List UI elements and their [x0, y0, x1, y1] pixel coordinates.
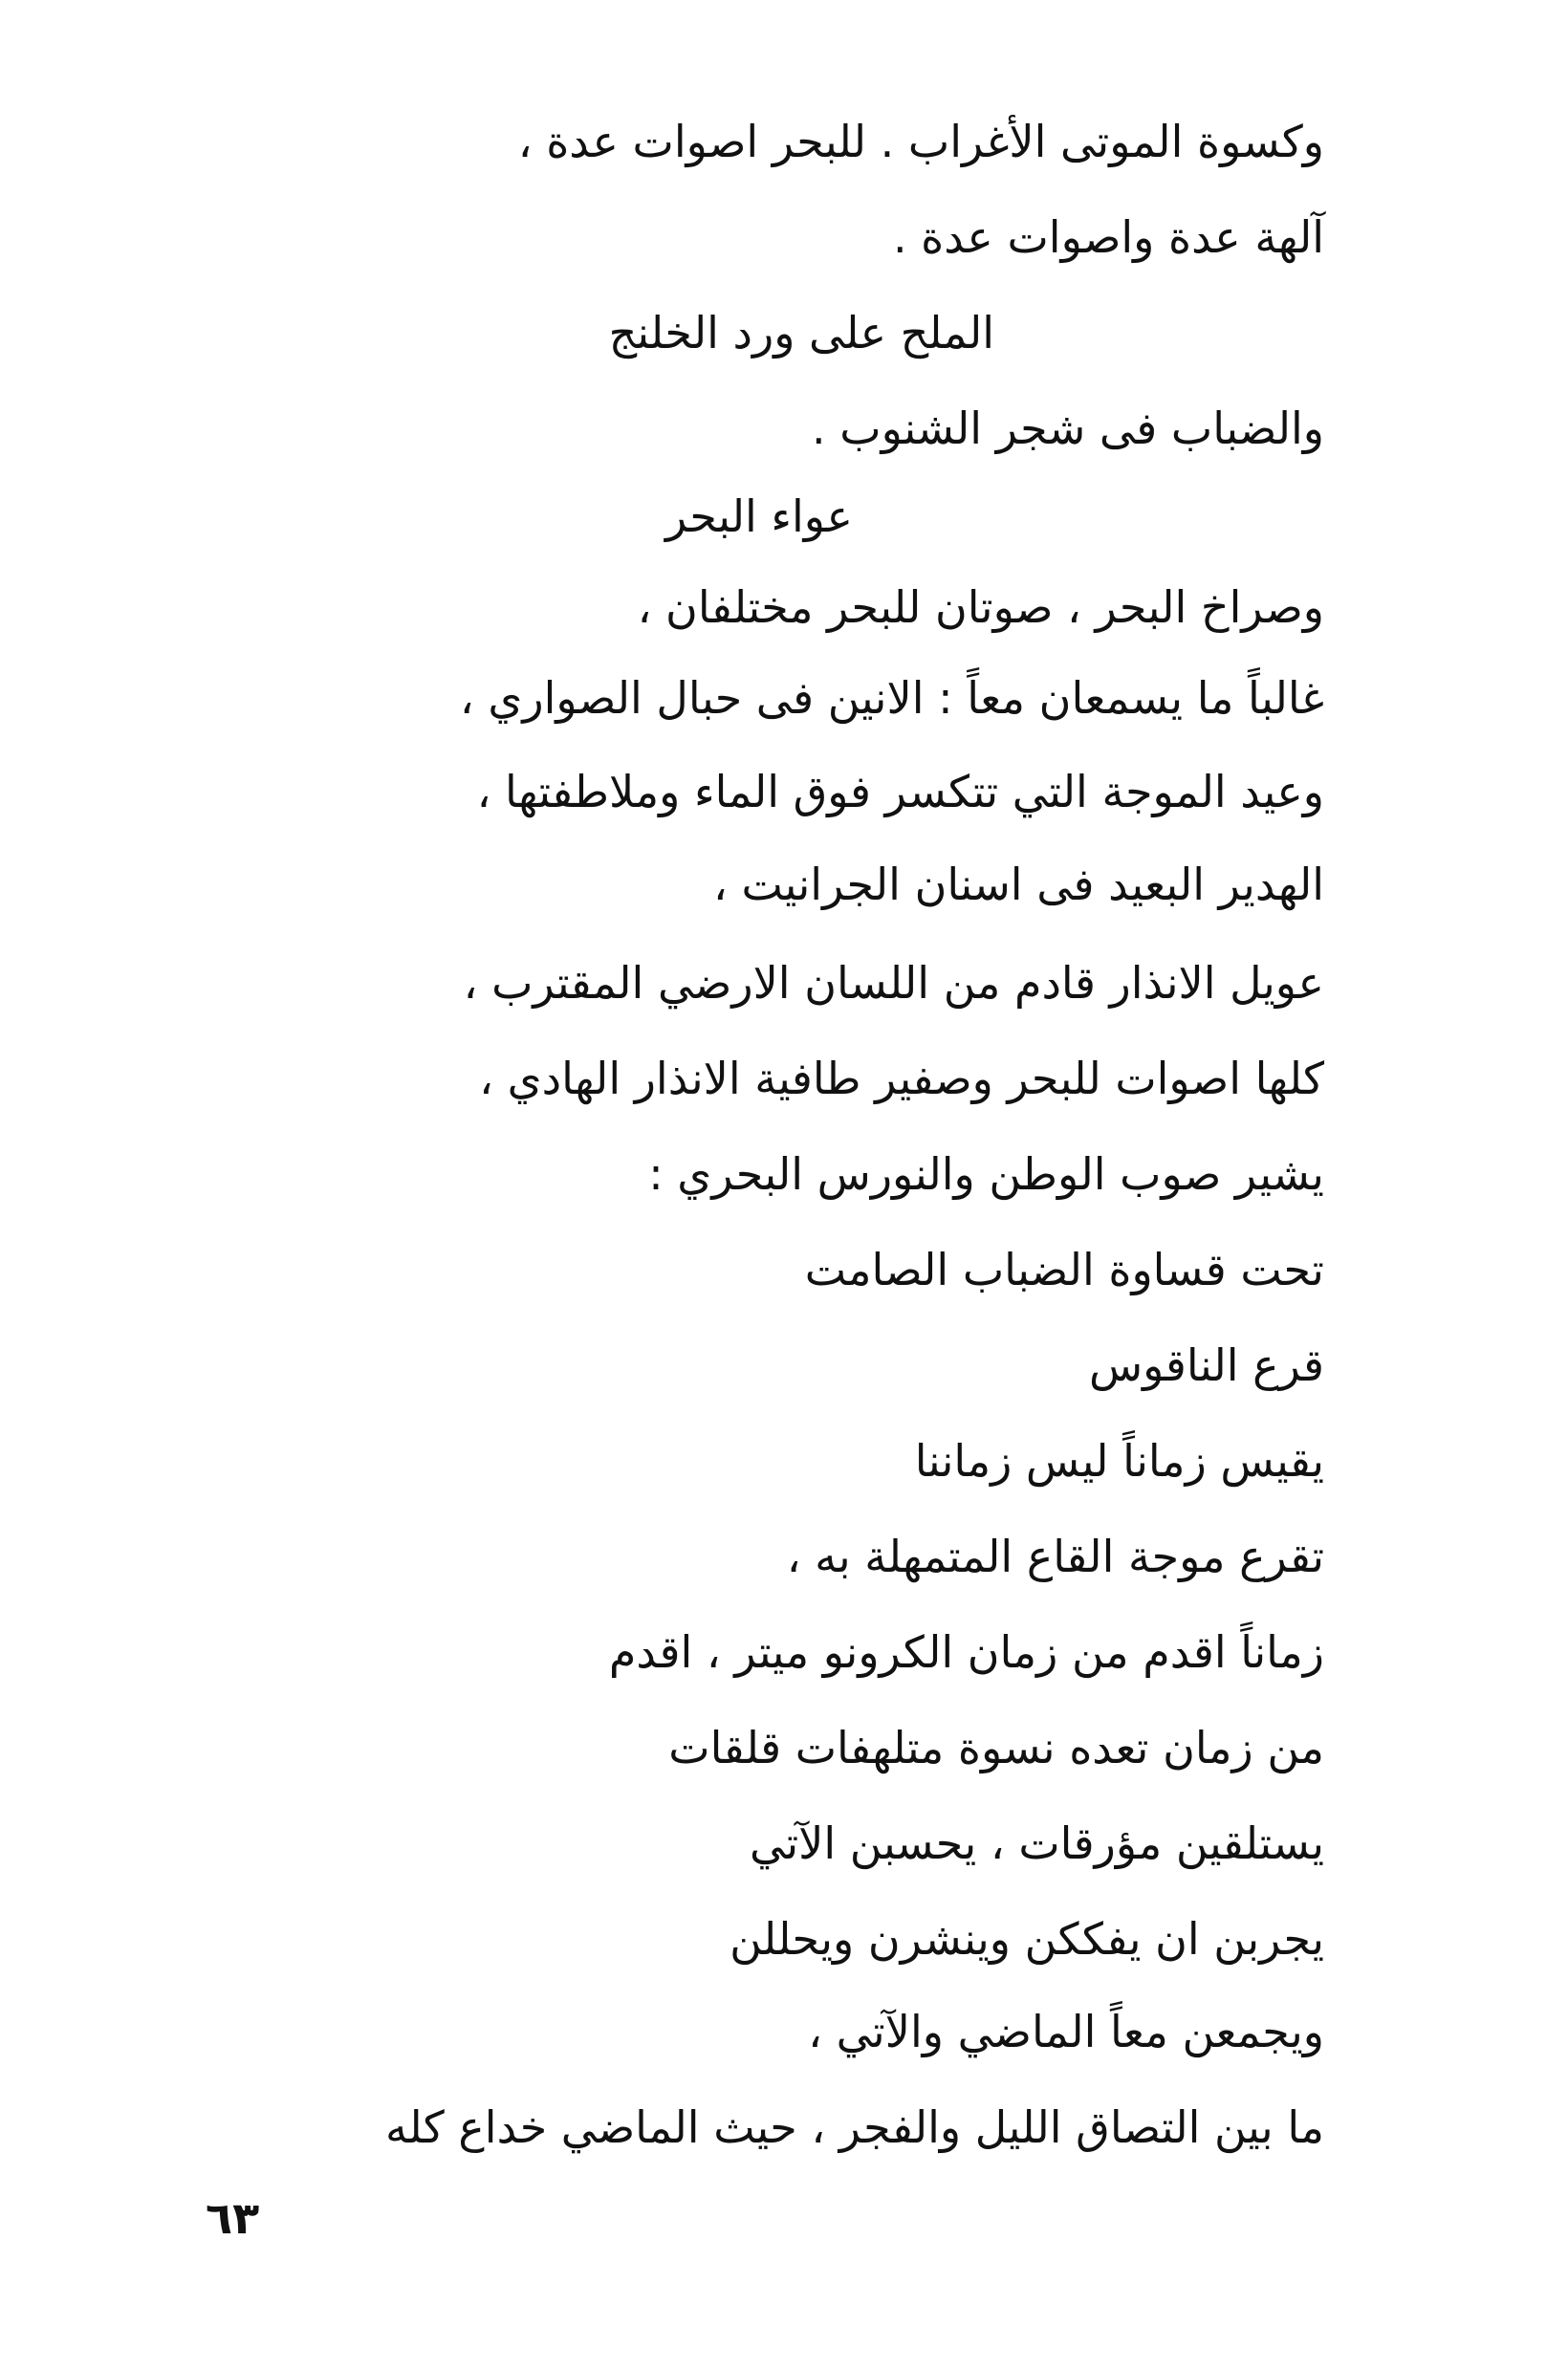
poem-line-6: وصراخ البحر ، صوتان للبحر مختلفان ،: [637, 581, 1324, 633]
poem-line-1: وكسوة الموتى الأغراب . للبحر اصوات عدة ،: [517, 116, 1324, 167]
poem-line-8: وعيد الموجة التي تتكسر فوق الماء وملاطفتها ،: [476, 766, 1324, 817]
poem-line-22: ما بين التصاق الليل والفجر ، حيث الماضي خداع كله: [384, 2101, 1324, 2153]
poem-line-16: تقرع موجة القاع المتمهلة به ،: [786, 1531, 1324, 1582]
poem-line-9: الهدير البعيد فى اسنان الجرانيت ،: [712, 859, 1324, 910]
poem-line-3: الملح على ورد الخلنج: [608, 307, 994, 359]
poem-line-20: يجربن ان يفككن وينشرن ويحللن: [730, 1913, 1324, 1965]
poem-line-14: قرع الناقوس: [1088, 1339, 1324, 1391]
poem-line-19: يستلقين مؤرقات ، يحسبن الآتي: [750, 1817, 1324, 1869]
poem-line-10: عويل الانذار قادم من اللسان الارضي المقترب ،: [463, 957, 1324, 1009]
poem-line-5: عواء البحر: [665, 490, 853, 542]
poem-line-15: يقيس زماناً ليس زماننا: [914, 1435, 1324, 1487]
poem-line-2: آلهة عدة واصوات عدة .: [892, 211, 1324, 263]
poem-line-18: من زمان تعده نسوة متلهفات قلقات: [668, 1722, 1324, 1773]
poem-line-11: كلها اصوات للبحر وصفير طافية الانذار الهادي ،: [479, 1053, 1324, 1104]
page-number: ٦٣: [206, 2192, 260, 2244]
poem-line-13: تحت قساوة الضباب الصامت: [804, 1244, 1324, 1295]
poem-line-12: يشير صوب الوطن والنورس البحري :: [648, 1148, 1324, 1200]
poem-line-7: غالباً ما يسمعان معاً : الانين فى حبال الصواري ،: [459, 672, 1324, 724]
poem-line-4: والضباب فى شجر الشنوب .: [812, 402, 1324, 454]
poem-line-21: ويجمعن معاً الماضي والآتي ،: [808, 2006, 1324, 2057]
poem-line-17: زماناً اقدم من زمان الكرونو ميتر ، اقدم: [608, 1626, 1324, 1678]
